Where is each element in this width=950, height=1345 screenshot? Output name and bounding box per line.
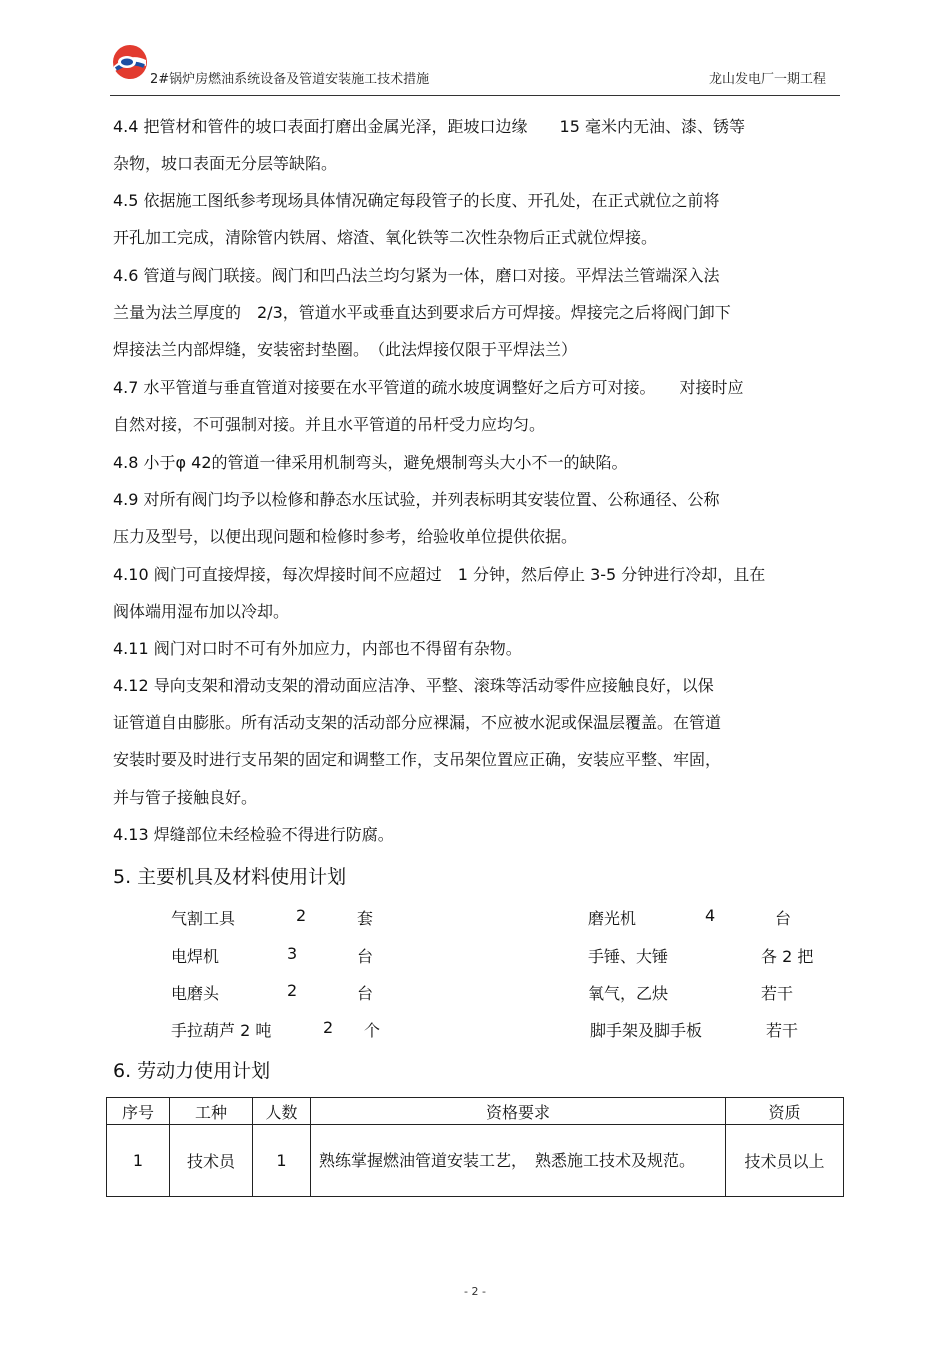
text-line: 4.8 小于φ 42的管道一律采用机制弯头，避免煨制弯头大小不一的缺陷。 bbox=[113, 453, 628, 472]
equipment-unit: 个 bbox=[364, 1021, 381, 1040]
clause-4-12 bbox=[113, 667, 843, 816]
equipment-name: 气割工具 bbox=[171, 909, 236, 928]
text-line: 焊接法兰内部焊缝，安装密封垫圈。 （此法焊接仅限于平焊法兰） bbox=[113, 340, 578, 360]
page-header bbox=[110, 38, 840, 96]
equipment-unit: 套 bbox=[357, 909, 374, 928]
equipment-qty: 2 bbox=[296, 906, 307, 925]
text-line: 证管道自由膨胀。所有活动支架的活动部分应裸漏，不应被水泥或保温层覆盖。在管道 bbox=[113, 713, 722, 733]
text-line: 并与管子接触良好。 bbox=[113, 787, 258, 807]
clause-4-4 bbox=[113, 108, 843, 182]
clause-4-9 bbox=[113, 481, 843, 555]
cell-requirement: 熟练掌握燃油管道安装工艺， 熟悉施工技术及规范。 bbox=[311, 1125, 726, 1197]
equipment-unit: 若干 bbox=[761, 984, 794, 1003]
equipment-name: 磨光机 bbox=[588, 909, 637, 928]
text-line: 压力及型号，以便出现问题和检修时参考，给验收单位提供依据。 bbox=[113, 527, 578, 547]
company-logo-icon bbox=[110, 42, 150, 82]
clause-4-13 bbox=[113, 816, 843, 853]
equipment-name: 脚手架及脚手板 bbox=[590, 1021, 703, 1040]
column-header: 序号 bbox=[107, 1098, 170, 1125]
section-6-heading: 6. 劳动力使用计划 bbox=[113, 1060, 271, 1082]
cell-no: 1 bbox=[107, 1125, 170, 1197]
equipment-name: 氧气，乙炔 bbox=[588, 984, 669, 1003]
equipment-unit: 台 bbox=[775, 909, 792, 928]
header-divider bbox=[110, 95, 840, 96]
text-line: 开孔加工完成，清除管内铁屑、熔渣、氧化铁等二次性杂物后正式就位焊接。 bbox=[113, 228, 658, 248]
equipment-name: 手锤、大锤 bbox=[588, 947, 669, 966]
clause-4-5 bbox=[113, 182, 843, 256]
document-title: 2#锅炉房燃油系统设备及管道安装施工技术措施 bbox=[150, 72, 430, 87]
equipment-unit: 各 2 把 bbox=[761, 947, 814, 966]
cell-qualification: 技术员以上 bbox=[726, 1125, 844, 1197]
clause-4-7 bbox=[113, 369, 843, 443]
clause-4-10 bbox=[113, 556, 843, 630]
equipment-name: 电焊机 bbox=[171, 947, 220, 966]
text-line: 4.7 水平管道与垂直管道对接要在水平管道的疏水坡度调整好之后方可对接。 对接时应 bbox=[113, 378, 744, 397]
text-line: 4.12 导向支架和滑动支架的滑动面应洁净、平整、滚珠等活动零件应接触良好，以保 bbox=[113, 676, 714, 695]
equipment-qty: 2 bbox=[287, 981, 298, 1000]
column-header: 资格要求 bbox=[311, 1098, 726, 1125]
text-line: 安装时要及时进行支吊架的固定和调整工作，支吊架位置应正确，安装应平整、牢固， bbox=[113, 750, 722, 770]
labor-plan-table bbox=[106, 1097, 844, 1197]
column-header: 资质 bbox=[726, 1098, 844, 1125]
cell-count: 1 bbox=[253, 1125, 311, 1197]
equipment-name: 电磨头 bbox=[171, 984, 220, 1003]
cell-type: 技术员 bbox=[170, 1125, 253, 1197]
section-5-heading: 5. 主要机具及材料使用计划 bbox=[113, 866, 347, 888]
clause-4-6 bbox=[113, 257, 843, 369]
text-line: 4.4 把管材和管件的坡口表面打磨出金属光泽，距坡口边缘 15 毫米内无油、漆、锈等 bbox=[113, 117, 745, 136]
clause-4-8 bbox=[113, 444, 843, 481]
text-line: 4.10 阀门可直接焊接，每次焊接时间不应超过 1 分钟，然后停止 3-5 分钟进行冷却，且在 bbox=[113, 565, 766, 584]
text-line: 4.9 对所有阀门均予以检修和静态水压试验，并列表标明其安装位置、公称通径、公称 bbox=[113, 490, 720, 509]
clause-4-11 bbox=[113, 630, 843, 667]
page-number: - 2 - bbox=[464, 1285, 486, 1298]
text-line: 兰量为法兰厚度的 2/3，管道水平或垂直达到要求后方可焊接。焊接完之后将阀门卸下 bbox=[113, 303, 731, 323]
text-line: 阀体端用湿布加以冷却。 bbox=[113, 602, 290, 622]
equipment-unit: 若干 bbox=[766, 1021, 799, 1040]
table-row bbox=[107, 1125, 844, 1197]
text-line: 4.5 依据施工图纸参考现场具体情况确定每段管子的长度、开孔处，在正式就位之前将 bbox=[113, 191, 720, 210]
text-line: 4.13 焊缝部位未经检验不得进行防腐。 bbox=[113, 825, 394, 844]
text-line: 杂物，坡口表面无分层等缺陷。 bbox=[113, 154, 338, 174]
table-header-row bbox=[107, 1098, 844, 1125]
equipment-unit: 台 bbox=[357, 984, 374, 1003]
text-line: 自然对接，不可强制对接。并且水平管道的吊杆受力应均匀。 bbox=[113, 415, 546, 435]
column-header: 人数 bbox=[253, 1098, 311, 1125]
text-line: 4.6 管道与阀门联接。阀门和凹凸法兰均匀紧为一体，磨口对接。平焊法兰管端深入法 bbox=[113, 266, 720, 285]
equipment-qty: 3 bbox=[287, 944, 298, 963]
project-name: 龙山发电厂一期工程 bbox=[708, 72, 826, 87]
column-header: 工种 bbox=[170, 1098, 253, 1125]
text-line: 4.11 阀门对口时不可有外加应力，内部也不得留有杂物。 bbox=[113, 639, 522, 658]
equipment-qty: 4 bbox=[705, 906, 716, 925]
equipment-unit: 台 bbox=[357, 947, 374, 966]
equipment-qty: 2 bbox=[323, 1018, 334, 1037]
equipment-name: 手拉葫芦 2 吨 bbox=[171, 1021, 272, 1040]
